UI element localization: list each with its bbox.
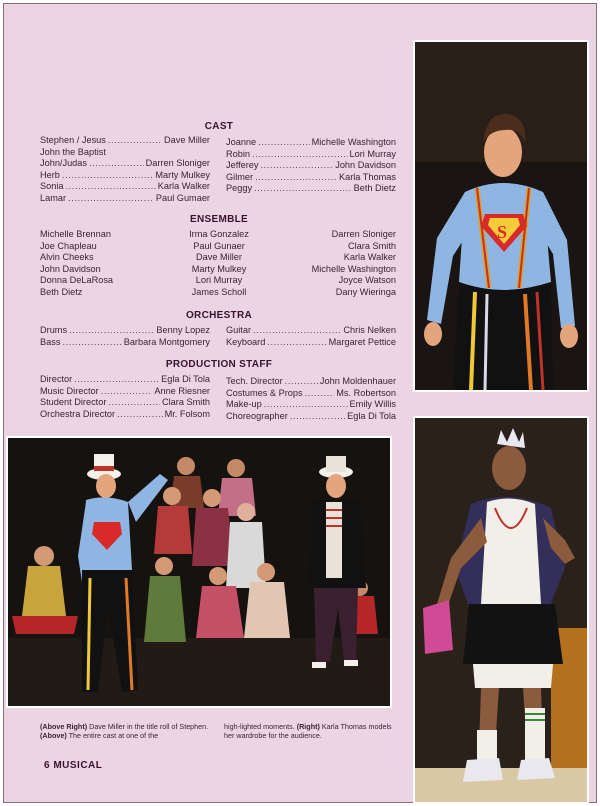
production-entry: Student Director ..... Clara Smith	[40, 397, 210, 408]
ensemble-member: Beth Dietz	[40, 286, 83, 297]
cast-entry: John the Baptist	[40, 146, 106, 157]
production-entry: Orchestra Director ..... Mr. Folsom	[40, 409, 210, 420]
cast-heading: CAST	[204, 121, 234, 132]
ensemble-member: Dave Miller	[196, 252, 242, 262]
ensemble-member: Joyce Watson	[338, 275, 396, 285]
orchestra-entry: Keyboard ..... Margaret Pettice	[226, 337, 396, 348]
production-entry: Choreographer ..... Egla Di Tola	[226, 411, 396, 422]
ensemble-member: Joe Chapleau	[40, 240, 97, 251]
ensemble-member: John Davidson	[40, 263, 101, 274]
production-entry: Music Director ..... Anne Riesner	[40, 386, 210, 397]
ensemble-member: Michelle Washington	[311, 263, 396, 274]
karla-photo	[413, 416, 589, 804]
cast-entry: Herb ..... Marty Mulkey	[40, 170, 210, 181]
production-entry: Make-up ..... Emily Willis	[226, 399, 396, 410]
ensemble-member: Donna DeLaRosa	[40, 275, 114, 285]
ensemble-member: Irma Gonzalez	[189, 229, 249, 239]
cast-entry: Lamar ..... Paul Gumaer	[40, 193, 210, 204]
svg-text:S: S	[497, 222, 508, 242]
orchestra-entry: Drums ..... Benny Lopez	[40, 325, 210, 336]
ensemble-member: Alvin Cheeks	[40, 252, 94, 262]
ensemble-member: Lori Murray	[195, 275, 243, 285]
cast-entry: Stephen / Jesus ..... Dave Miller	[40, 135, 210, 146]
stephen-photo	[413, 40, 589, 392]
ensemble-member: James Scholl	[191, 286, 247, 297]
page-folio: 6 MUSICAL	[44, 760, 103, 771]
ensemble-member: Dany Wieringa	[335, 286, 396, 297]
cast-entry: Robin ..... Lori Murray	[226, 149, 396, 160]
cast-entry: John/Judas ..... Darren Sloniger	[40, 158, 210, 169]
photo-caption-left: (Above Right) Dave Miller in the title roll of Stephen. (Above) The entire cast at one of the	[40, 722, 209, 741]
ensemble-member: Karla Walker	[343, 252, 396, 262]
ensemble-member: Paul Gunaer	[193, 240, 245, 251]
yearbook-page	[3, 3, 597, 803]
production-entry: Tech. Director ..... John Moldenhauer	[226, 376, 396, 387]
orchestra-heading: ORCHESTRA	[185, 310, 253, 321]
orchestra-entry: Guitar ..... Chris Nelken	[226, 325, 396, 336]
ensemble-member: Darren Sloniger	[331, 229, 396, 239]
ensemble-member: Clara Smith	[348, 240, 396, 251]
production-entry: Director ..... Egla Di Tola	[40, 374, 210, 385]
cast-entry: Gilmer ..... Karla Thomas	[226, 172, 396, 183]
cast-entry: Sonia ..... Karla Walker	[40, 181, 210, 192]
production-entry: Costumes & Props ..... Ms. Robertson	[226, 388, 396, 399]
ensemble-member: Michelle Brennan	[40, 229, 111, 239]
photo-caption-right: high-lighted moments. (Right) Karla Thomas models her wardrobe for the audience.	[224, 722, 392, 741]
cast-entry: Peggy ..... Beth Dietz	[226, 183, 396, 194]
production-heading: PRODUCTION STAFF	[165, 359, 273, 370]
cast-entry: Joanne ..... Michelle Washington	[226, 137, 396, 148]
ensemble-heading: ENSEMBLE	[190, 214, 248, 225]
orchestra-entry: Bass ..... Barbara Montgomery	[40, 337, 210, 348]
cast-entry: Jefferey ..... John Davidson	[226, 160, 396, 171]
cast-group-photo	[6, 436, 392, 708]
ensemble-member: Marty Mulkey	[191, 263, 247, 274]
